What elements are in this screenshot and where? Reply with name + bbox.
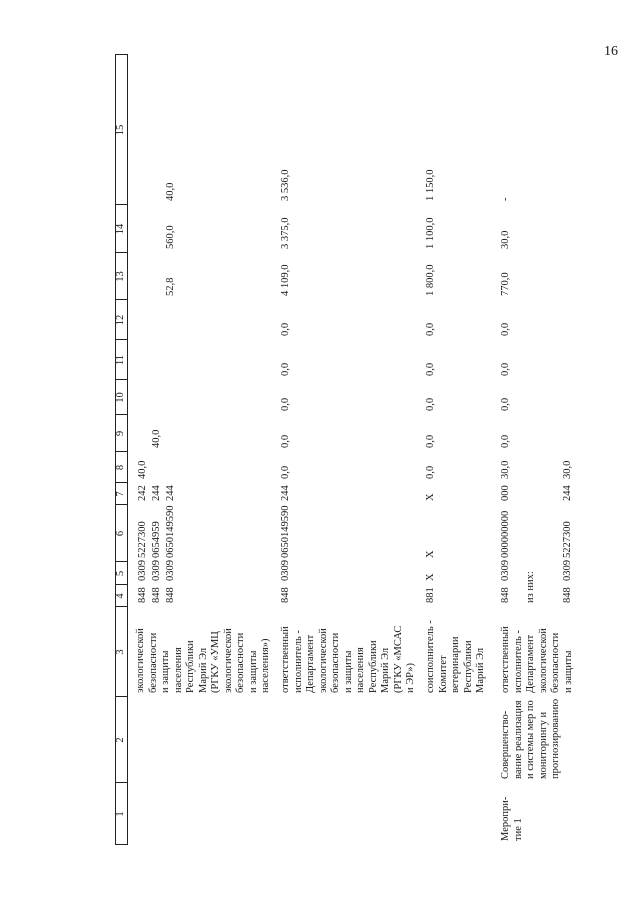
table-value: 560,0 <box>165 225 176 249</box>
table-value: 0,0 <box>425 434 436 448</box>
table-value: 0,0 <box>500 322 511 336</box>
executor-text: безопасности <box>235 632 246 693</box>
executor-text: ответственный <box>280 626 291 693</box>
table-value: 0309 <box>280 560 291 581</box>
rotated-table <box>115 55 625 845</box>
executor-text: (РГКУ «МСАС <box>392 625 404 693</box>
executor-text: Марий Эл <box>380 647 391 693</box>
executor-text: Республики <box>462 640 474 693</box>
header-col-number: 9 <box>115 430 126 437</box>
table-value: 0309 <box>562 560 573 581</box>
header-col-number: 13 <box>115 271 126 282</box>
header-col-number: 12 <box>115 314 126 326</box>
header-col-number: 7 <box>115 491 126 497</box>
table-value: X <box>425 573 436 581</box>
table-value: 0,0 <box>425 322 436 336</box>
table-value: 244 <box>165 485 176 501</box>
table-value: 000000000 <box>500 510 511 558</box>
table-value: 848 <box>137 587 148 603</box>
executor-text: Департамент <box>525 634 536 693</box>
table-value: 0,0 <box>500 362 511 376</box>
executor-text: Марий Эл <box>197 647 209 693</box>
executor-text: Республики <box>367 640 379 693</box>
table-value: 848 <box>500 587 511 603</box>
header-col-separator <box>115 204 128 205</box>
header-col-separator <box>115 252 128 253</box>
executor-text: и ЭР») <box>405 662 416 693</box>
table-value: 30,0 <box>500 460 511 479</box>
executor-text: и защиты <box>562 650 574 693</box>
executor-text: Комитет <box>437 655 449 693</box>
table-left-edge <box>115 844 128 845</box>
table-value: X <box>425 493 436 501</box>
header-col-separator <box>115 414 128 415</box>
table-value: 0,0 <box>500 434 511 448</box>
table-value: 770,0 <box>500 272 511 296</box>
table-value: 3 536,0 <box>280 169 291 201</box>
table-value: 0309 <box>137 560 148 581</box>
table-value: 52,8 <box>165 277 176 296</box>
executor-text: и защиты <box>342 650 354 693</box>
table-value: 848 <box>165 587 176 603</box>
header-col-number: 2 <box>115 737 126 743</box>
table-value: 848 <box>562 587 573 603</box>
of-them-label: из них: <box>525 571 536 603</box>
header-col-separator <box>115 299 128 300</box>
executor-text: экологической <box>317 628 329 693</box>
executor-text: Марий Эл <box>475 647 486 693</box>
header-col-number: 14 <box>115 223 126 235</box>
header-col-number: 15 <box>115 124 126 136</box>
table-value: 0,0 <box>280 322 291 336</box>
page-number: 16 <box>604 44 618 59</box>
table-value: 0650149590 <box>165 505 176 558</box>
table-value: 1 150,0 <box>425 169 436 201</box>
table-value: 40,0 <box>151 429 162 448</box>
executor-text: исполнитель - <box>292 630 304 693</box>
measure-description: вание реализация <box>512 700 524 779</box>
table-value: 1 800,0 <box>425 264 436 296</box>
executor-text: безопасности <box>147 632 159 693</box>
executor-text: экологической <box>537 628 549 693</box>
table-value: 0,0 <box>280 362 291 376</box>
table-value: 0309 <box>151 560 162 581</box>
table-value: 881 <box>425 587 436 603</box>
header-col-separator <box>115 696 128 697</box>
header-col-number: 10 <box>115 392 126 403</box>
executor-text: населения <box>172 647 184 693</box>
table-value: 40,0 <box>137 460 148 479</box>
executor-text: экологической <box>222 628 234 693</box>
table-value: 5227300 <box>137 521 148 558</box>
table-value: - <box>500 197 511 201</box>
header-col-number: 4 <box>115 593 126 599</box>
header-col-separator <box>115 379 128 380</box>
executor-text: безопасности <box>550 632 561 693</box>
table-value: 0309 <box>165 560 176 581</box>
header-col-number: 5 <box>115 570 126 577</box>
table-value: 0,0 <box>500 397 511 411</box>
executor-text: ответственный <box>500 626 511 693</box>
header-col-number: 1 <box>115 811 126 817</box>
executor-text: безопасности <box>330 632 341 693</box>
table-value: 242 <box>137 485 148 501</box>
table-value: 0,0 <box>280 397 291 411</box>
table-value: 000 <box>500 485 511 501</box>
measure-description: и системы мер по <box>525 700 536 779</box>
measure-description: мониторингу и <box>537 711 549 779</box>
executor-text: и защиты <box>247 650 259 693</box>
table-value: 5227300 <box>562 521 573 558</box>
executor-text: и защиты <box>160 650 171 693</box>
table-value: 0,0 <box>280 465 291 479</box>
table-value: 0,0 <box>425 465 436 479</box>
header-col-number: 3 <box>115 649 126 655</box>
table-value: 1 100,0 <box>425 217 436 249</box>
measure-description: прогнозированию <box>550 698 561 779</box>
table-value: 0,0 <box>425 362 436 376</box>
table-value: 848 <box>151 587 162 603</box>
executor-text: исполнитель - <box>512 630 524 693</box>
table-value: 3 375,0 <box>280 217 291 249</box>
measure-label: тие 1 <box>512 818 524 841</box>
table-value: 848 <box>280 587 291 603</box>
header-col-number: 11 <box>115 354 126 366</box>
header-bottom-rule <box>127 55 128 845</box>
executor-text: ветеринарии <box>450 636 461 693</box>
executor-text: экологической <box>135 628 146 693</box>
executor-text: населения») <box>260 638 271 693</box>
header-col-separator <box>115 54 128 55</box>
table-value: 0309 <box>500 560 511 581</box>
header-col-separator <box>115 339 128 340</box>
table-value: 0,0 <box>280 434 291 448</box>
table-value: 30,0 <box>562 460 573 479</box>
header-col-number: 8 <box>115 464 126 471</box>
measure-description: Совершенство- <box>500 710 511 779</box>
executor-text: (РГКУ «УМЦ <box>210 631 221 693</box>
header-col-number: 6 <box>115 530 126 537</box>
executor-text: населения <box>355 647 366 693</box>
table-value: 30,0 <box>500 230 511 249</box>
table-value: X <box>425 550 436 558</box>
executor-text: соисполнитель - <box>425 620 436 693</box>
executor-text: Департамент <box>305 634 316 693</box>
table-value: 244 <box>151 485 162 501</box>
measure-label: Меропри- <box>500 796 511 841</box>
table-value: 244 <box>562 485 573 501</box>
table-value: 4 109,0 <box>280 264 291 296</box>
table-value: 244 <box>280 485 291 501</box>
table-value: 0,0 <box>425 397 436 411</box>
table-value: 40,0 <box>165 182 176 201</box>
header-col-separator <box>115 782 128 783</box>
table-value: 0654959 <box>151 521 162 558</box>
executor-text: Республики <box>185 640 196 693</box>
table-value: 0650149590 <box>280 505 291 558</box>
